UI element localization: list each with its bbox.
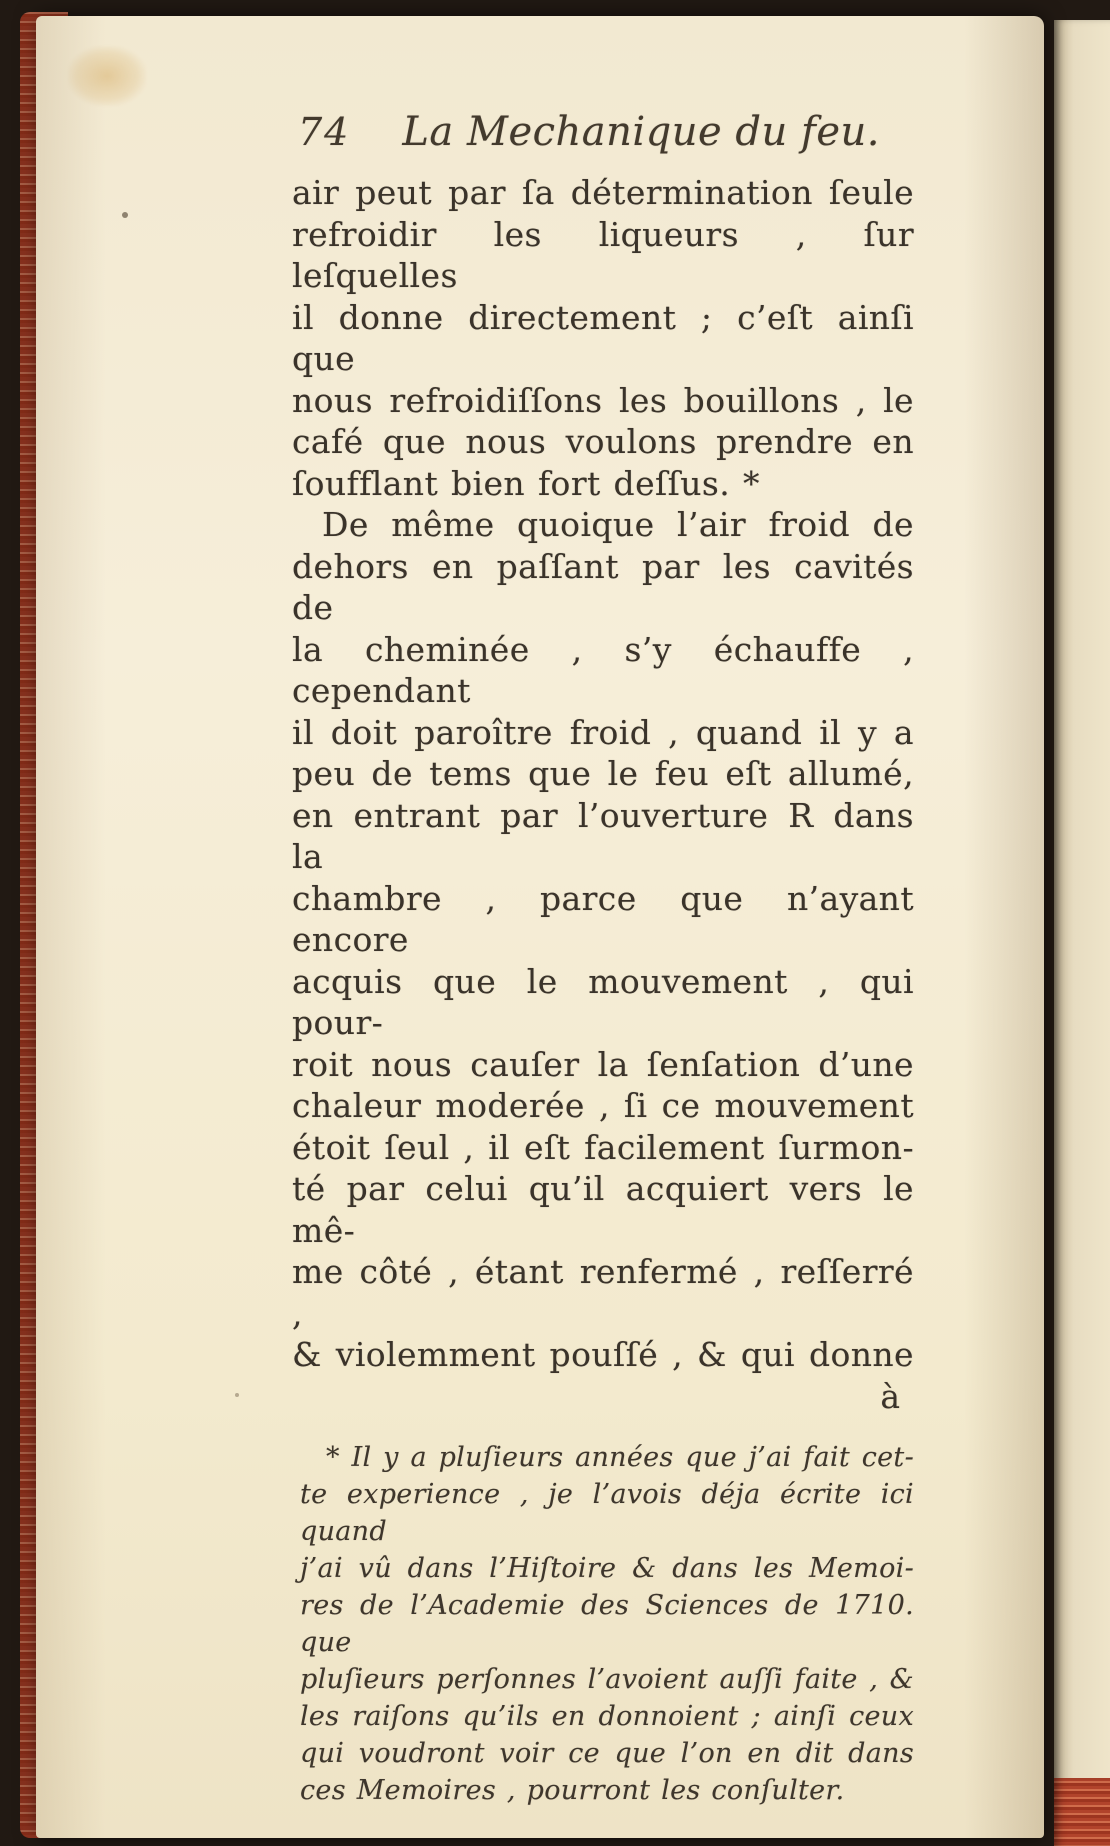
page-speck <box>122 212 128 218</box>
text-line: la cheminée , s’y échauffe , cependant <box>292 629 914 710</box>
text-line: acquis que le mouvement , qui pour- <box>292 961 914 1042</box>
text-line: ces Memoires , pourront les conſulter. <box>300 1775 845 1806</box>
page-stain <box>68 46 146 106</box>
text-line: nous refroidiſſons les bouillons , le <box>292 380 914 420</box>
text-line: il doit paroître froid , quand il y a <box>292 712 914 752</box>
text-line: De même quoique l’air froid de <box>322 505 914 544</box>
text-line: ſoufflant bien fort deſſus. * <box>292 463 760 503</box>
text-line: * Il y a pluſieurs années que j’ai fait cet- <box>326 1442 914 1473</box>
text-line: peu de tems que le feu eſt allumé, <box>292 754 914 793</box>
text-line: refroidir les liqueurs , ſur leſquelles <box>292 214 914 295</box>
book-page <box>36 16 1044 1838</box>
text-line: té par celui qu’il acquiert vers le mê- <box>292 1169 914 1250</box>
text-line: étoit ſeul , il eſt facilement ſurmon- <box>292 1127 914 1167</box>
footnote <box>292 1439 914 1809</box>
body-paragraph-1 <box>292 172 914 504</box>
text-line: pluſieurs perſonnes l’avoient auſſi faite , & <box>300 1664 914 1695</box>
next-page-red-edge <box>1054 1778 1110 1846</box>
text-line: dehors en paſſant par les cavités de <box>292 546 914 627</box>
page-number: 74 <box>298 110 351 154</box>
text-line: res de l’Academie des Sciences de 1710. que <box>300 1590 914 1658</box>
page-text-block <box>292 106 914 1809</box>
text-line: qui voudront voir ce que l’on en dit dans <box>300 1738 914 1769</box>
text-line: chaleur moderée , ſi ce mouvement <box>292 1086 914 1125</box>
text-line: me côté , étant renfermé , reſſerré , <box>292 1252 914 1333</box>
text-line: & violemment pouſſé , & qui donne <box>292 1335 914 1374</box>
next-page-sliver <box>1054 20 1110 1846</box>
text-line: air peut par ſa détermination ſeule <box>292 173 914 212</box>
text-line: te experience , je l’avois déja écrite ici quand <box>300 1479 914 1547</box>
text-line: chambre , parce que n’ayant encore <box>292 878 914 959</box>
text-line: il donne directement ; c’eſt ainſi que <box>292 297 914 378</box>
text-line: les raiſons qu’ils en donnoient ; ainſi ceux <box>300 1701 914 1732</box>
text-line: roit nous cauſer la ſenſation d’une <box>292 1044 914 1084</box>
running-title: La Mechanique du feu. <box>402 109 880 155</box>
catchword: à <box>880 1376 900 1416</box>
page-header <box>292 106 914 158</box>
text-line: café que nous voulons prendre en <box>292 422 914 461</box>
text-line: j’ai vû dans l’Hiſtoire & dans les Memoi- <box>300 1553 914 1584</box>
body-paragraph-2 <box>292 504 914 1376</box>
text-line: en entrant par l’ouverture R dans la <box>292 795 914 876</box>
